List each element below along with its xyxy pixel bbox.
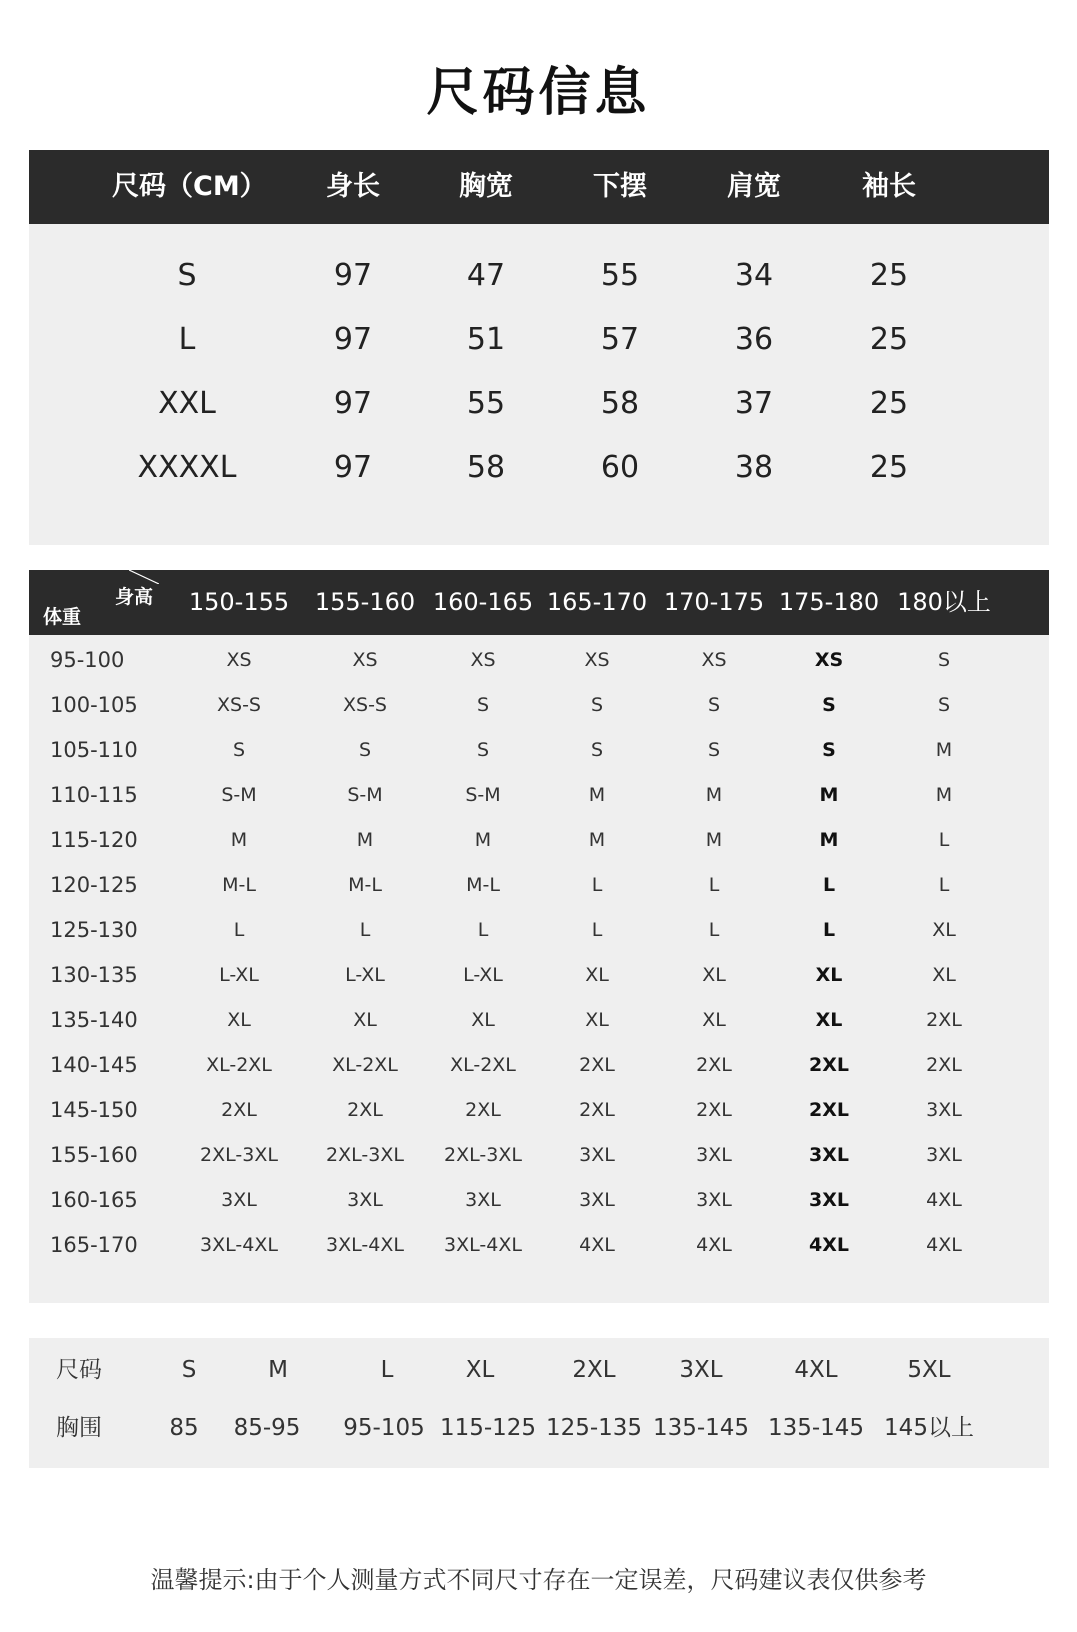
recommended-size-cell: M [588, 829, 606, 851]
height-range-header: 155-160 [314, 588, 416, 616]
recommended-size-cell: 2XL [347, 1099, 383, 1121]
size-table-cell: 51 [466, 322, 506, 357]
size-table-cell: 57 [600, 322, 640, 357]
recommend-table-row [29, 1042, 1049, 1088]
recommended-size-cell: S [232, 739, 246, 761]
weight-corner-label: 体重 [43, 606, 82, 628]
recommend-table-row [29, 1132, 1049, 1178]
height-range-header: 150-155 [188, 588, 290, 616]
chest-cell: 145以上 [884, 1415, 974, 1441]
recommended-size-cell: XS-S [217, 694, 261, 716]
size-cell: 3XL [679, 1357, 723, 1383]
recommended-size-cell: XS [352, 649, 378, 671]
recommend-table-row [29, 682, 1049, 728]
recommended-size-cell: XL [585, 1009, 609, 1031]
recommended-size-cell: 3XL [696, 1189, 732, 1211]
recommend-table-row [29, 952, 1049, 998]
recommend-table-row [29, 862, 1049, 908]
recommended-size-cell: M [935, 739, 953, 761]
recommended-size-cell: L [822, 874, 836, 896]
size-table-header-cell: 下摆 [593, 171, 647, 202]
recommended-size-cell: 3XL [926, 1099, 962, 1121]
recommended-size-cell: 3XL-4XL [326, 1234, 404, 1256]
height-range-header: 170-175 [663, 588, 765, 616]
recommended-size-cell: L [591, 919, 603, 941]
recommend-table-row [29, 907, 1049, 953]
size-row-label: 尺码 [56, 1357, 102, 1383]
recommend-table-row [29, 1087, 1049, 1133]
recommended-size-cell: S [590, 694, 604, 716]
recommended-size-cell: L-XL [345, 964, 385, 986]
size-table-cell: 25 [869, 386, 909, 421]
recommended-size-cell: 3XL [579, 1144, 615, 1166]
size-cell: M [268, 1357, 288, 1383]
size-table-cell: 25 [869, 450, 909, 485]
size-table-cell: 97 [333, 322, 373, 357]
size-cell: 2XL [572, 1357, 616, 1383]
size-table-cell: 55 [600, 258, 640, 293]
recommended-size-cell: L [708, 874, 720, 896]
recommended-size-cell: L [477, 919, 489, 941]
recommended-size-cell: 3XL [926, 1144, 962, 1166]
recommended-size-cell: XL [353, 1009, 377, 1031]
recommended-size-cell: S [707, 694, 721, 716]
recommended-size-cell: S [358, 739, 372, 761]
size-table-row [29, 435, 1049, 501]
recommended-size-cell: S [590, 739, 604, 761]
recommend-table-row [29, 1177, 1049, 1223]
recommended-size-cell: 2XL-3XL [200, 1144, 278, 1166]
recommend-table-row [29, 772, 1049, 818]
size-table-header-cell: 尺码（CM） [112, 171, 267, 202]
recommended-size-cell: M [819, 829, 839, 851]
weight-range-label: 155-160 [50, 1143, 138, 1167]
weight-range-label: 130-135 [50, 963, 138, 987]
size-table-cell: 38 [734, 450, 774, 485]
page-title: 尺码信息 [426, 63, 651, 123]
height-range-header: 180以上 [897, 588, 991, 616]
recommended-size-cell: 3XL [221, 1189, 257, 1211]
recommended-size-cell: S [476, 694, 490, 716]
chest-cell: 85-95 [233, 1415, 301, 1441]
recommended-size-cell: 4XL [926, 1234, 962, 1256]
size-table-cell: L [178, 322, 196, 357]
size-table-cell: 25 [869, 322, 909, 357]
size-table-cell: XXXXL [137, 450, 237, 485]
recommended-size-cell: M-L [348, 874, 382, 896]
size-table-cell: 58 [600, 386, 640, 421]
recommended-size-cell: L-XL [219, 964, 259, 986]
size-table-cell: 55 [466, 386, 506, 421]
recommended-size-cell: XL [702, 964, 726, 986]
recommended-size-cell: XS [701, 649, 727, 671]
chest-cell: 125-135 [545, 1415, 643, 1441]
recommended-size-cell: S [707, 739, 721, 761]
recommended-size-cell: 2XL [221, 1099, 257, 1121]
weight-range-label: 140-145 [50, 1053, 138, 1077]
size-table-row [29, 243, 1049, 309]
recommended-size-cell: 3XL [696, 1144, 732, 1166]
recommended-size-cell: 2XL-3XL [444, 1144, 522, 1166]
size-table-cell: S [177, 258, 197, 293]
recommended-size-cell: XL [227, 1009, 251, 1031]
size-table-cell: 97 [333, 386, 373, 421]
recommended-size-cell: S-M [347, 784, 383, 806]
weight-range-label: 115-120 [50, 828, 138, 852]
size-table-header [29, 150, 1049, 224]
recommended-size-cell: XS [226, 649, 252, 671]
recommended-size-cell: S [476, 739, 490, 761]
recommended-size-cell: L [233, 919, 245, 941]
size-cell: XL [465, 1357, 495, 1383]
size-cell: 5XL [907, 1357, 951, 1383]
recommend-table-row [29, 727, 1049, 773]
recommended-size-cell: M [474, 829, 492, 851]
recommended-size-cell: XS-S [343, 694, 387, 716]
recommended-size-cell: 4XL [809, 1234, 849, 1256]
recommended-size-cell: XS [470, 649, 496, 671]
recommended-size-cell: 2XL-3XL [326, 1144, 404, 1166]
weight-range-label: 95-100 [50, 648, 125, 672]
recommended-size-cell: M [230, 829, 248, 851]
size-table-cell: 25 [869, 258, 909, 293]
recommended-size-cell: XL [932, 964, 956, 986]
recommended-size-cell: 4XL [926, 1189, 962, 1211]
weight-range-label: 145-150 [50, 1098, 138, 1122]
size-table-header-cell: 肩宽 [727, 171, 781, 202]
size-table-cell: XXL [158, 386, 216, 421]
weight-range-label: 100-105 [50, 693, 138, 717]
recommended-size-cell: XS [584, 649, 610, 671]
size-table-header-cell: 身长 [326, 171, 380, 202]
recommended-size-cell: 4XL [696, 1234, 732, 1256]
recommended-size-cell: 2XL [579, 1099, 615, 1121]
size-table-cell: 37 [734, 386, 774, 421]
size-table-row [29, 371, 1049, 437]
chest-cell: 85 [169, 1415, 199, 1441]
recommended-size-cell: L [708, 919, 720, 941]
recommended-size-cell: L [938, 829, 950, 851]
size-cell: 4XL [794, 1357, 838, 1383]
tip-note: 温馨提示:由于个人测量方式不同尺寸存在一定误差，尺码建议表仅供参考 [150, 1566, 927, 1594]
recommended-size-cell: M [935, 784, 953, 806]
height-range-header: 175-180 [778, 588, 880, 616]
size-cell: S [181, 1357, 197, 1383]
recommended-size-cell: XL [815, 1009, 843, 1031]
size-table-header-cell: 袖长 [862, 171, 916, 202]
recommended-size-cell: 2XL [809, 1099, 849, 1121]
recommended-size-cell: M [356, 829, 374, 851]
recommended-size-cell: 2XL [926, 1009, 962, 1031]
recommended-size-cell: 3XL [347, 1189, 383, 1211]
recommended-size-cell: XL [932, 919, 956, 941]
size-table-cell: 47 [466, 258, 506, 293]
recommended-size-cell: L-XL [463, 964, 503, 986]
size-table-body [29, 224, 1049, 545]
recommended-size-cell: XL [815, 964, 843, 986]
recommended-size-cell: S [822, 694, 836, 716]
weight-range-label: 110-115 [50, 783, 138, 807]
recommended-size-cell: XL [471, 1009, 495, 1031]
recommend-table-header [29, 570, 1049, 635]
height-range-header: 160-165 [432, 588, 534, 616]
weight-range-label: 125-130 [50, 918, 138, 942]
recommended-size-cell: XL-2XL [206, 1054, 272, 1076]
size-cell: L [380, 1357, 394, 1383]
size-table-cell: 36 [734, 322, 774, 357]
recommended-size-cell: 3XL [465, 1189, 501, 1211]
recommended-size-cell: XL [585, 964, 609, 986]
recommended-size-cell: M-L [466, 874, 500, 896]
recommended-size-cell: 3XL [809, 1144, 849, 1166]
size-table-row [29, 307, 1049, 373]
recommended-size-cell: L [359, 919, 371, 941]
recommended-size-cell: 3XL [809, 1189, 849, 1211]
height-range-header: 165-170 [546, 588, 648, 616]
size-table-cell: 58 [466, 450, 506, 485]
recommended-size-cell: S [937, 694, 951, 716]
size-table-cell: 60 [600, 450, 640, 485]
recommended-size-cell: 2XL [579, 1054, 615, 1076]
size-table-header-cell: 胸宽 [459, 171, 513, 202]
recommend-table-row [29, 997, 1049, 1043]
recommend-table-row [29, 1222, 1049, 1268]
recommended-size-cell: XL [702, 1009, 726, 1031]
size-table-cell: 97 [333, 450, 373, 485]
recommended-size-cell: 2XL [809, 1054, 849, 1076]
chest-cell: 115-125 [439, 1415, 537, 1441]
recommend-table-body [29, 635, 1049, 1303]
weight-range-label: 165-170 [50, 1233, 138, 1257]
weight-range-label: 135-140 [50, 1008, 138, 1032]
chest-table [29, 1338, 1049, 1468]
recommended-size-cell: 2XL [696, 1099, 732, 1121]
height-corner-label: 身高 [115, 586, 154, 608]
recommended-size-cell: 4XL [579, 1234, 615, 1256]
recommended-size-cell: L [822, 919, 836, 941]
recommend-table-row [29, 817, 1049, 863]
recommended-size-cell: 2XL [926, 1054, 962, 1076]
chest-cell: 95-105 [343, 1415, 425, 1441]
size-table-cell: 97 [333, 258, 373, 293]
recommended-size-cell: L [591, 874, 603, 896]
chest-cell: 135-145 [767, 1415, 865, 1441]
recommended-size-cell: S-M [465, 784, 501, 806]
recommended-size-cell: S [937, 649, 951, 671]
recommended-size-cell: 2XL [696, 1054, 732, 1076]
size-table-cell: 34 [734, 258, 774, 293]
recommended-size-cell: M [819, 784, 839, 806]
recommended-size-cell: M [705, 784, 723, 806]
recommended-size-cell: XS [814, 649, 844, 671]
recommended-size-cell: M-L [222, 874, 256, 896]
recommended-size-cell: XL-2XL [332, 1054, 398, 1076]
weight-range-label: 120-125 [50, 873, 138, 897]
recommended-size-cell: XL-2XL [450, 1054, 516, 1076]
recommended-size-cell: S-M [221, 784, 257, 806]
recommended-size-cell: M [705, 829, 723, 851]
recommended-size-cell: 2XL [465, 1099, 501, 1121]
recommended-size-cell: 3XL [579, 1189, 615, 1211]
recommended-size-cell: M [588, 784, 606, 806]
chest-row-label: 胸围 [56, 1415, 102, 1441]
recommended-size-cell: S [822, 739, 836, 761]
weight-range-label: 105-110 [50, 738, 138, 762]
recommended-size-cell: 3XL-4XL [444, 1234, 522, 1256]
recommended-size-cell: 3XL-4XL [200, 1234, 278, 1256]
recommend-table-row [29, 637, 1049, 683]
recommended-size-cell: L [938, 874, 950, 896]
chest-cell: 135-145 [652, 1415, 750, 1441]
weight-range-label: 160-165 [50, 1188, 138, 1212]
